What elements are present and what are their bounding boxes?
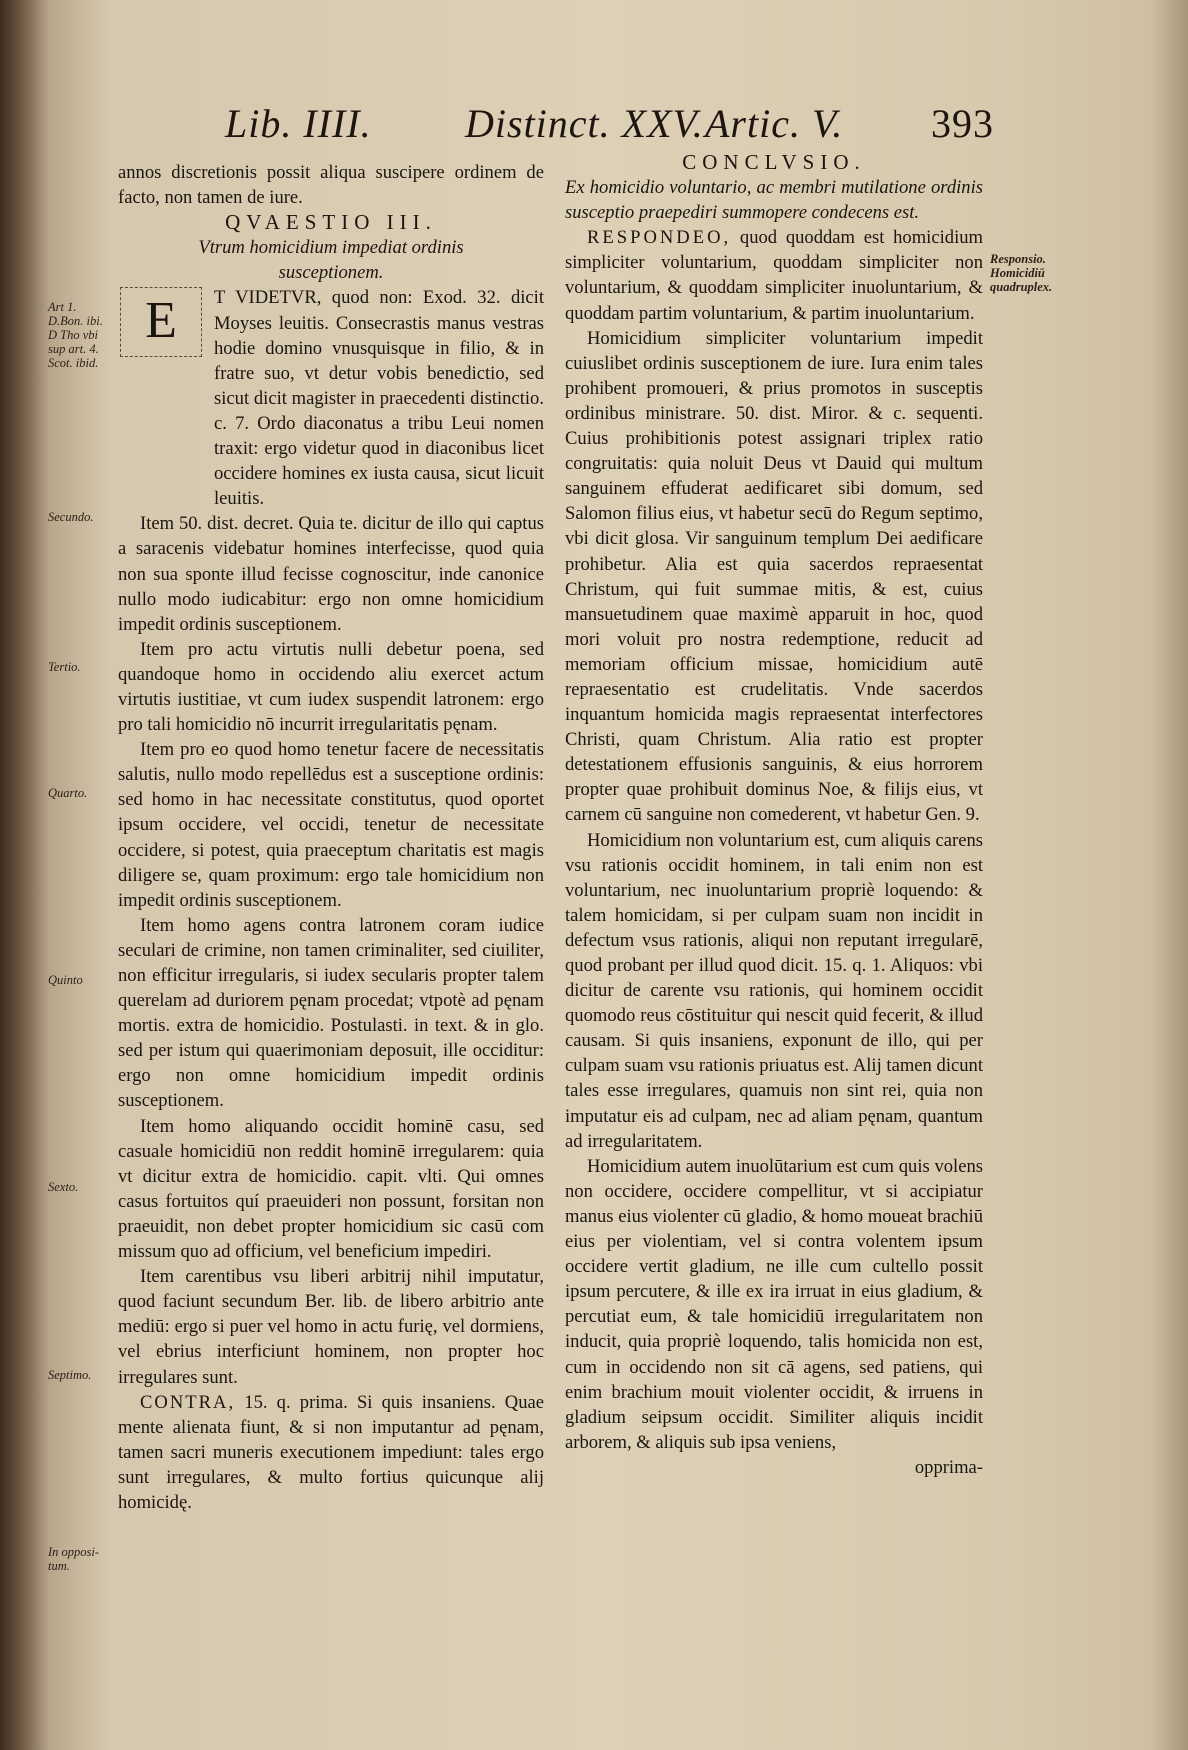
intro-text: annos discretionis possit aliqua suscipere ordinem de facto, non tamen de iure.	[118, 162, 544, 209]
margin-note-quinto: Quinto	[48, 973, 83, 987]
voluntary-homicide-paragraph: Homicidium simpliciter voluntarium impedit cuiuslibet ordinis susceptionem de iure. Iura enim tales prohibent promoueri, & prius promotos in susceptis ordinibus ministrare. 50. dist. Miror. & c. sequenti. Cuius prohibitionis potest assignari triplex ratio congruitatis: quia noluit Deus vt Dauid qui multum sanguinem effuderat aedificaret sibi domum, sed Salomon filius eius, vt habetur secū do Regum septimo, vbi dicit glosa. Vir sanguinum templum Dei aedificare prohibetur. Alia est quia sacerdos repraesentat Christum, qui fuit summae mitis, & est, cuius mansuetudinem quae maximè apparuit in hoc, quod mori voluit pro nostra redemptione, reducit ad memoriam officium missae, homicidium autē repraesentatio est crudelitatis. Vnde sacerdos inquantum homicida magis repraesentat interfectores Christi, quam Christum. Alia ratio est propter detestationem effusionis sanguinis, & eius horrorem propter quae prohibuit dominus Noe, & filijs eius, vt carnem cū sanguine non comederent, vt habetur Gen. 9.	[565, 327, 983, 826]
question-title: Vtrum homicidium impediat ordinis susceptionem.	[198, 237, 464, 284]
contra-paragraph	[118, 1390, 544, 1515]
contra-text: 15. q. prima. Si quis insaniens. Quae mente alienata fiunt, & si non imputantur ad pęnam, tamen sacri muneris executionem impediunt: tales ergo sunt irregulares, & multo fortius quicunque alij homicidę.	[118, 1391, 544, 1513]
header-distinction: Distinct. XXV.	[465, 101, 704, 146]
argument-5: Item homo agens contra latronem coram iudice seculari de crimine, non tamen criminaliter, sed ciuiliter, non efficitur irregularis, si iudex secularis propter talem querelam ad duriorem pęnam procedat; vtpotè ad pęnam mortis. extra de homicidio. Postulasti. in text. & in glo. sed per istum qui quaerimoniam deposuit, ille occiditur: ergo non omne homicidium impedit ordinis susceptionem.	[118, 914, 544, 1112]
header-book: Lib. IIII.	[225, 101, 372, 146]
conclusio-heading: CONCLVSIO.	[682, 150, 866, 174]
argument-2: Item 50. dist. decret. Quia te. dicitur de illo qui captus a saracenis videbatur homines interfecisse, quod quia non sua sponte illud fecisse cognoscitur, inde canonice nullo modo iudicabitur: ergo non omne homicidium impedit ordinis susceptionem.	[118, 513, 544, 635]
conclusio-text: Ex homicidio voluntario, ac membri mutilatione ordinis susceptio praepediri summopere condecens est.	[565, 177, 983, 224]
right-column	[565, 150, 983, 1480]
margin-note-tertio: Tertio.	[48, 660, 81, 674]
margin-note-in-oppositum: In opposi- tum.	[48, 1545, 100, 1573]
argument-7: Item carentibus vsu liberi arbitrij nihil imputatur, quod faciunt secundum Ber. lib. de libero arbitrio ante mediū: ergo si puer vel homo in actu furię, vel dormiens, vel ebrius interficiunt hominem, non propter hoc irregulares sunt.	[118, 1266, 544, 1388]
respondeo-label: RESPONDEO,	[587, 227, 732, 249]
contra-label: CONTRA,	[140, 1391, 236, 1413]
margin-note-septimo: Septimo.	[48, 1368, 92, 1382]
non-voluntary-homicide-paragraph: Homicidium non voluntarium est, cum aliquis carens vsu rationis occidit hominem, in tali enim non est voluntarium, nec inuoluntarium propriè loquendo: & talem homicidam, si per culpam suam non incidit in defectum vsus rationis, aliqui non reputant irregularē, quod probant per illud quod dicit. 15. q. 1. Aliquos: vbi dicitur de carente vsu rationis, qui hominem occidit quomodo reus cōstituitur qui nescit quid fecerit, & illud causam. Si quis insaniens, exponunt de illo, qui per culpam suam vsu rationis priuatus est. Alij tamen dicunt tales esse irregulares, quamuis non sint rei, quia non imputatur eis ad culpam, nec ad aliam pęnam, quantum ad irregularitatem.	[565, 829, 983, 1152]
left-column	[118, 160, 544, 1515]
page-number: 393	[931, 101, 994, 146]
margin-note-secundo: Secundo.	[48, 510, 94, 524]
decorated-initial: E	[120, 287, 202, 357]
respondeo-text: quod quoddam est homicidium simpliciter voluntarium, quoddam simpliciter non voluntarium, & quoddam simpliciter inuoluntarium, & quoddam partim voluntarium, & partim inuoluntarium.	[565, 227, 983, 324]
margin-note-art1: Art 1. D.Bon. ibi. D Tho vbi sup art. 4. Scot. ibid.	[48, 300, 103, 370]
header-article: Artic. V.	[705, 101, 844, 146]
respondeo-paragraph	[565, 225, 983, 325]
first-argument	[118, 285, 544, 511]
argument-1: T VIDETVR, quod non: Exod. 32. dicit Moyses leuitis. Consecrastis manus vestras hodie domino vnusquisque in filio, & in fratre suo, vt detur vobis benedictio, sed sicut dicit magister in praecedenti distinctio. c. 7. Ordo diaconatus a tribu Leui nomen traxit: ergo videtur quod in diaconibus licet occidere homines ex iusta causa, sicut licuit leuitis.	[214, 287, 544, 510]
argument-3: Item pro actu virtutis nulli debetur poena, sed quandoque homo in occidendo aliu exercet actum virtutis iustitiae, vt cum iudex suspendit latronem: ergo pro tali homicidio nō incurrit irregularitatis pęnam.	[118, 638, 544, 736]
argument-6: Item homo aliquando occidit hominē casu, sed casuale homicidiū non reddit hominē irregularem: quia vt dicitur extra de homicidio. capit. vlti. Qui omnes casus fortuitos quí praeuideri non possunt, forsitan non praeuidit, non debet propter homicidium sic casū com missum quo ad officium, vel beneficium impediri.	[118, 1115, 544, 1263]
margin-note-responsio: Responsio. Homicidiū quadruplex.	[990, 252, 1053, 294]
margin-note-quarto: Quarto.	[48, 786, 88, 800]
margin-note-sexto: Sexto.	[48, 1180, 79, 1194]
involuntary-homicide-paragraph: Homicidium autem inuolūtarium est cum quis volens non occidere, occidere compellitur, vt si accipiatur manus eius violenter cū gladio, & homo moueat brachiū eius per violentiam, vel si contra volentem ipsum occidere vertit gladium, ne ille cum cultello possit ipsum percutere, & ille ex ira irruat in eius gladium, & percutiat eum, & tale homicidiū irregularitatem non inducit, quia propriè loquendo, talis homicida non est, cum in occidendo non sit cā agens, sed patiens, qui enim brachium mouit violenter occidit, & irruens in gladium seipsum occidit. Similiter aliquis incidit arborem, & aliquis sub ipsa veniens,	[565, 1155, 983, 1453]
catchword: opprima-	[914, 1456, 983, 1478]
question-heading: QVAESTIO III.	[225, 210, 437, 235]
argument-4: Item pro eo quod homo tenetur facere de necessitatis salutis, nullo modo repellēdus est a susceptione ordinis: sed homo in hac necessitate constitutus, quod oportet ipsum occidere, vel occidi, tenetur de necessitate occidere, si potest, quia praeceptum charitatis est magis diligere se, quam proximum: ergo tale homicidium non impedit ordinis susceptionem.	[118, 739, 544, 911]
